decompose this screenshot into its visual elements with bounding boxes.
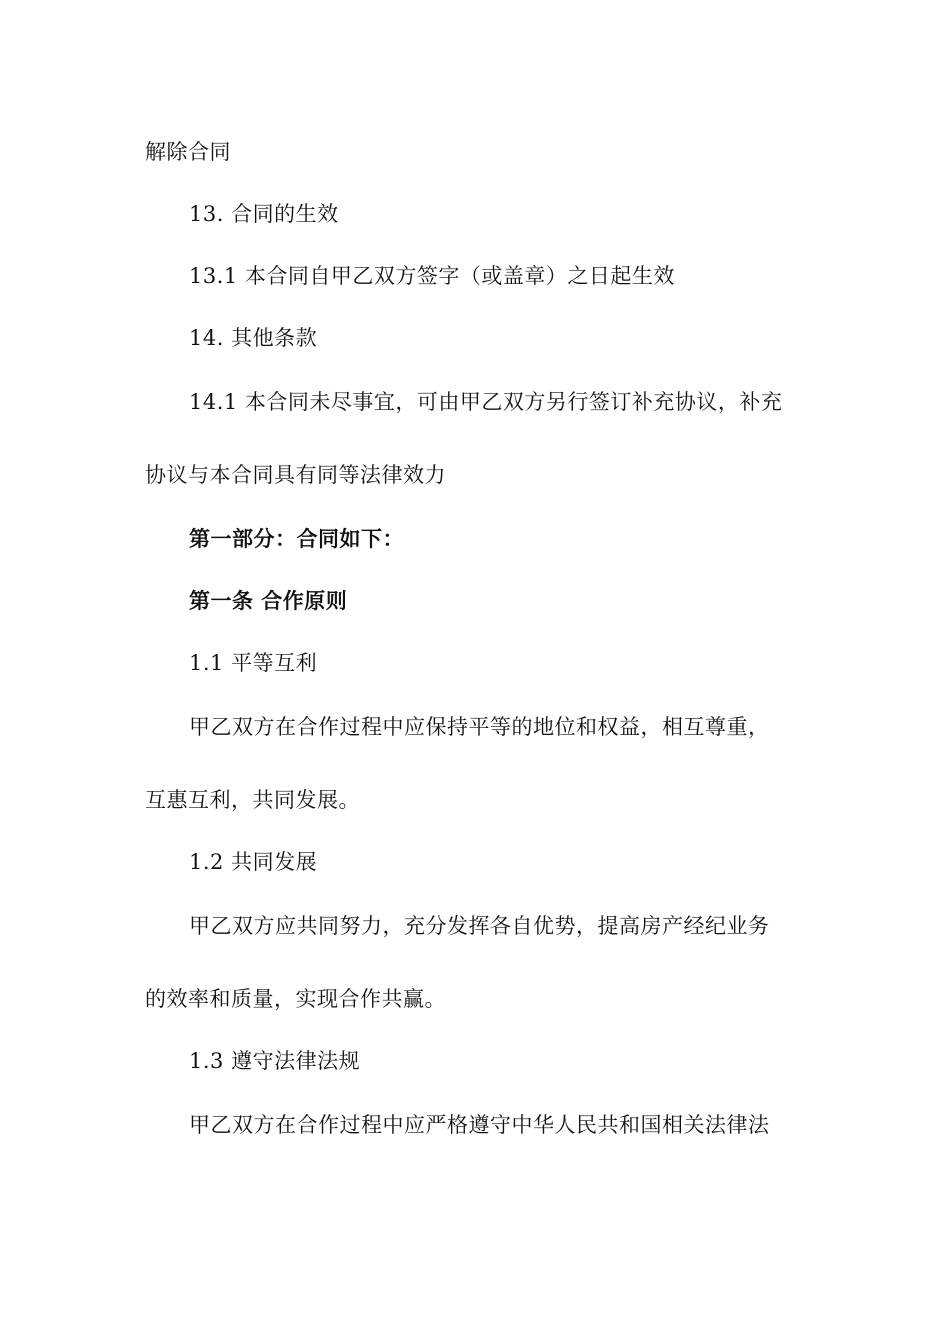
article-heading: 第一条 合作原则: [189, 588, 348, 613]
text-line: 14.1 本合同未尽事宜，可由甲乙双方另行签订补充协议，补充: [189, 390, 783, 414]
part-heading: 第一部分：合同如下：: [189, 526, 404, 551]
text-line: 互惠互利，共同发展。: [145, 788, 360, 812]
text-line: 甲乙双方应共同努力，充分发挥各自优势，提高房产经纪业务: [189, 914, 770, 938]
section-heading: 13. 合同的生效: [189, 202, 339, 226]
text-line: 甲乙双方在合作过程中应保持平等的地位和权益，相互尊重，: [189, 715, 770, 739]
clause-heading: 1.1 平等互利: [189, 651, 318, 675]
text-line: 的效率和质量，实现合作共赢。: [145, 987, 446, 1011]
text-line: 解除合同: [145, 140, 231, 164]
section-heading: 14. 其他条款: [189, 326, 318, 350]
clause-heading: 1.2 共同发展: [189, 850, 318, 874]
text-line: 协议与本合同具有同等法律效力: [145, 463, 446, 487]
text-line: 甲乙双方在合作过程中应严格遵守中华人民共和国相关法律法: [189, 1113, 770, 1137]
text-line: 13.1 本合同自甲乙双方签字（或盖章）之日起生效: [189, 264, 675, 288]
clause-heading: 1.3 遵守法律法规: [189, 1049, 361, 1073]
